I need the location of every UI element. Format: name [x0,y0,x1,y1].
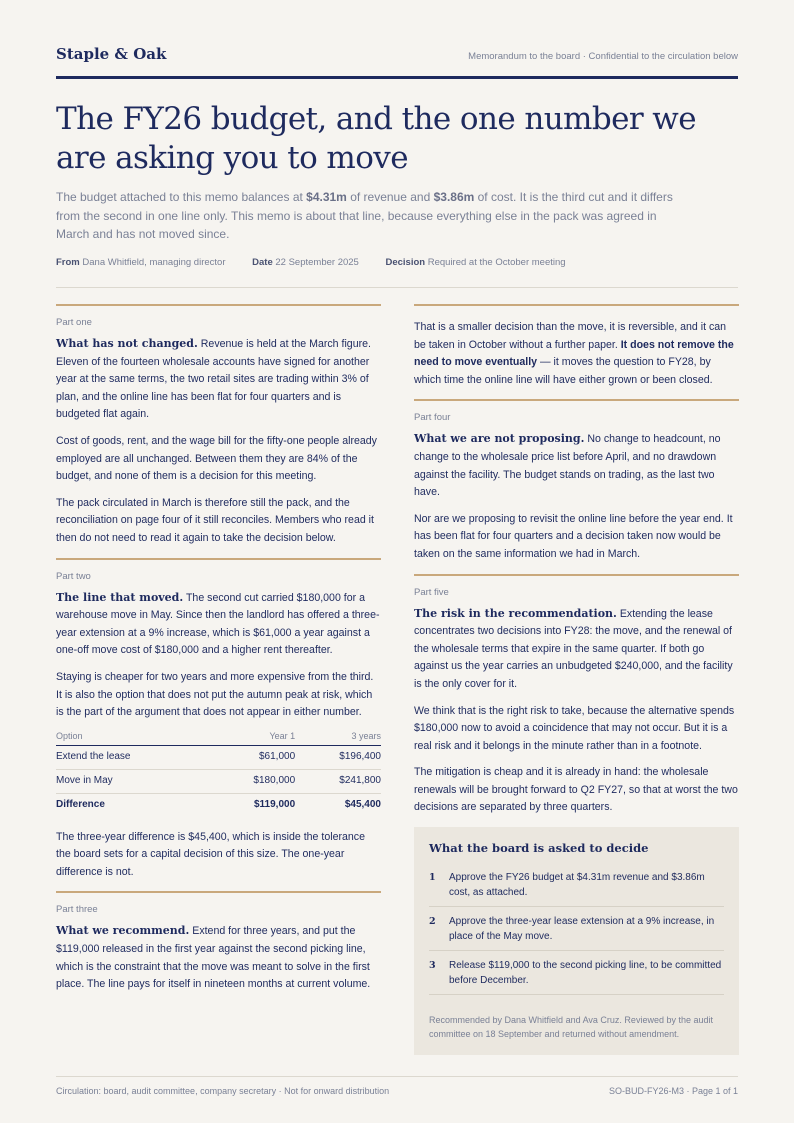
masthead [56,45,738,67]
byline-decision: Decision Required at the October meeting [385,257,566,268]
byline-date: Date 22 September 2025 [252,257,359,268]
column-header: Year 1 [209,731,295,746]
section-label: Part one [56,317,92,328]
table-row [56,769,381,793]
masthead-note: Memorandum to the board · Confidential to the circulation below [468,51,738,62]
paragraph: The pack circulated in March is therefore still the pack, and the reconciliation on page four of it still reconciles. Members who read it then do not need to read it again to take the decision below. [56,496,374,544]
decision-item [429,907,724,951]
decision-item [429,951,724,995]
column-header: Option [56,731,209,746]
lede-cost: $3.86m [433,190,475,204]
table-cell: Difference [56,799,105,811]
table-cell: $61,000 [209,745,295,769]
decision-box [414,827,739,1055]
table-cell: $180,000 [209,769,295,793]
memo-page [56,0,738,1123]
table-row [56,745,381,769]
decision-text: Approve the three-year lease extension at a 9% increase, in place of the May move. [449,916,715,943]
footer-rule [56,1076,738,1077]
paragraph: The mitigation is cheap and it is already in hand: the wholesale renewals will be brought forward to Q2 FY27, so that at worst the two decisions are separated by three quarters. [414,766,738,814]
paragraph: The risk in the recommendation. Extending the lease concentrates two decisions into FY28: the move, and the renewal of the wholesale terms that expire in the same quarter. If both go against us the year carries an unbudgeted $240,000, and the facility is the only cover for it. [414,606,733,690]
section-part-three-continued [414,304,739,389]
decision-note: Recommended by Dana Whitfield and Ava Cruz. Reviewed by the audit committee on 18 September and returned without amendment. [429,1015,713,1040]
section-label: Part four [414,412,451,424]
decision-box-title: What the board is asked to decide [429,841,649,856]
lede-revenue: $4.31m [306,190,347,204]
section-lead: The line that moved. [56,590,184,604]
section-label: Part two [56,570,91,582]
section-lead: What has not changed. [56,337,198,350]
paragraph: What we recommend. Extend for three years, and put the $119,000 released in the first year against the second picking line, which is the constraint that the move was meant to solve in the first place. The line pays for itself in nineteen months at current volume. [56,924,371,991]
left-column [56,304,381,1004]
page-title: The FY26 budget, and the one number we are asking you to move [56,101,696,176]
decision-number: 3 [429,960,436,972]
footer-reference: SO-BUD-FY26-M3 · Page 1 of 1 [608,1086,738,1096]
column-header: 3 years [295,731,381,746]
section-part-three [56,891,381,993]
table-cell: $45,400 [344,799,381,811]
lede: The budget attached to this memo balances at $4.31m of revenue and $3.86m of cost. It is the third cut and it differs from the second in one line only. This memo is about that line, because everything else in the pack was agreed in March and has not moved since. [56,190,673,242]
decision-item [429,863,724,907]
decision-number: 2 [429,916,436,928]
paragraph: The line that moved. The second cut carried $180,000 for a warehouse move in May. Since then the landlord has offered a three-year extension at a 9% increase, which is $61,000 a year against a one-off move cost of $180,000 and a higher rent thereafter. [56,590,380,657]
table-cell: $241,800 [295,769,381,793]
section-label: Part five [414,586,449,598]
table-cell: Extend the lease [56,745,209,769]
footer-circulation: Circulation: board, audit committee, company secretary · Not for onward distribution [56,1086,390,1096]
section-lead: What we are not proposing. [414,432,585,446]
table-cell: Move in May [56,769,209,793]
paragraph: What has not changed. Revenue is held at the March figure. Eleven of the fourteen wholesale accounts have signed for another year at the same terms, the two retail sites are trading within 3% of plan, and the online line has been flat for four quarters and is budgeted flat again. [56,337,371,421]
byline-from: From Dana Whitfield, managing director [56,257,226,268]
section-part-four [414,399,739,563]
section-lead: The risk in the recommendation. [414,606,617,620]
paragraph: What we are not proposing. No change to headcount, no change to the wholesale price list before April, and no drawdown against the facility. The budget stands on trading, as the last two have. [414,432,721,499]
paragraph: We think that is the right risk to take, because the alternative spends $180,000 now to avoid a coincidence that may not occur. But it is a real risk and it belongs in the minute rather than in a footnote. [414,704,735,752]
right-column [414,304,739,1055]
section-label: Part three [56,904,98,916]
section-part-five [414,574,739,818]
decision-text: Release $119,000 to the second picking line, to be committed before December. [449,960,722,987]
paragraph: The three-year difference is $45,400, which is inside the tolerance the board sets for a capital decision of this size. The one-year difference is not. [56,830,365,878]
paragraph: Staying is cheaper for two years and more expensive from the third. It is also the option that does not put the autumn peak at risk, which is the part of the argument that does not appear in either number. [56,670,374,719]
byline-divider [56,287,738,288]
section-part-two [56,558,381,882]
masthead-rule [56,76,738,79]
decision-text: Approve the FY26 budget at $4.31m revenue and $3.86m cost, as attached. [449,872,705,899]
paragraph: Nor are we proposing to revisit the online line before the year end. It has been flat for four quarters and a decision taken now would be taken on the same information we had in March. [414,512,733,560]
options-table [56,731,381,817]
table-header-row [56,731,381,746]
table-total-row [56,793,381,817]
paragraph: Cost of goods, rent, and the wage bill for the fifty-one people already employed are all unchanged. Between them they are 84% of the budget, and none of them is a decision for this meeting. [56,434,377,483]
table-cell: $119,000 [253,799,296,811]
brand-logo: Staple & Oak [56,45,167,63]
emphasis: It does not remove the need to move eventually [414,338,734,369]
decision-number: 1 [429,872,436,884]
section-lead: What we recommend. [56,924,190,938]
table-cell: $196,400 [295,745,381,769]
byline [56,257,590,268]
section-part-one [56,304,381,548]
paragraph: That is a smaller decision than the move, it is reversible, and it can be taken in October without a further paper. It does not remove the need to move eventually — it moves the question to FY28, by which time the online line will have either grown or been closed. [414,321,734,386]
